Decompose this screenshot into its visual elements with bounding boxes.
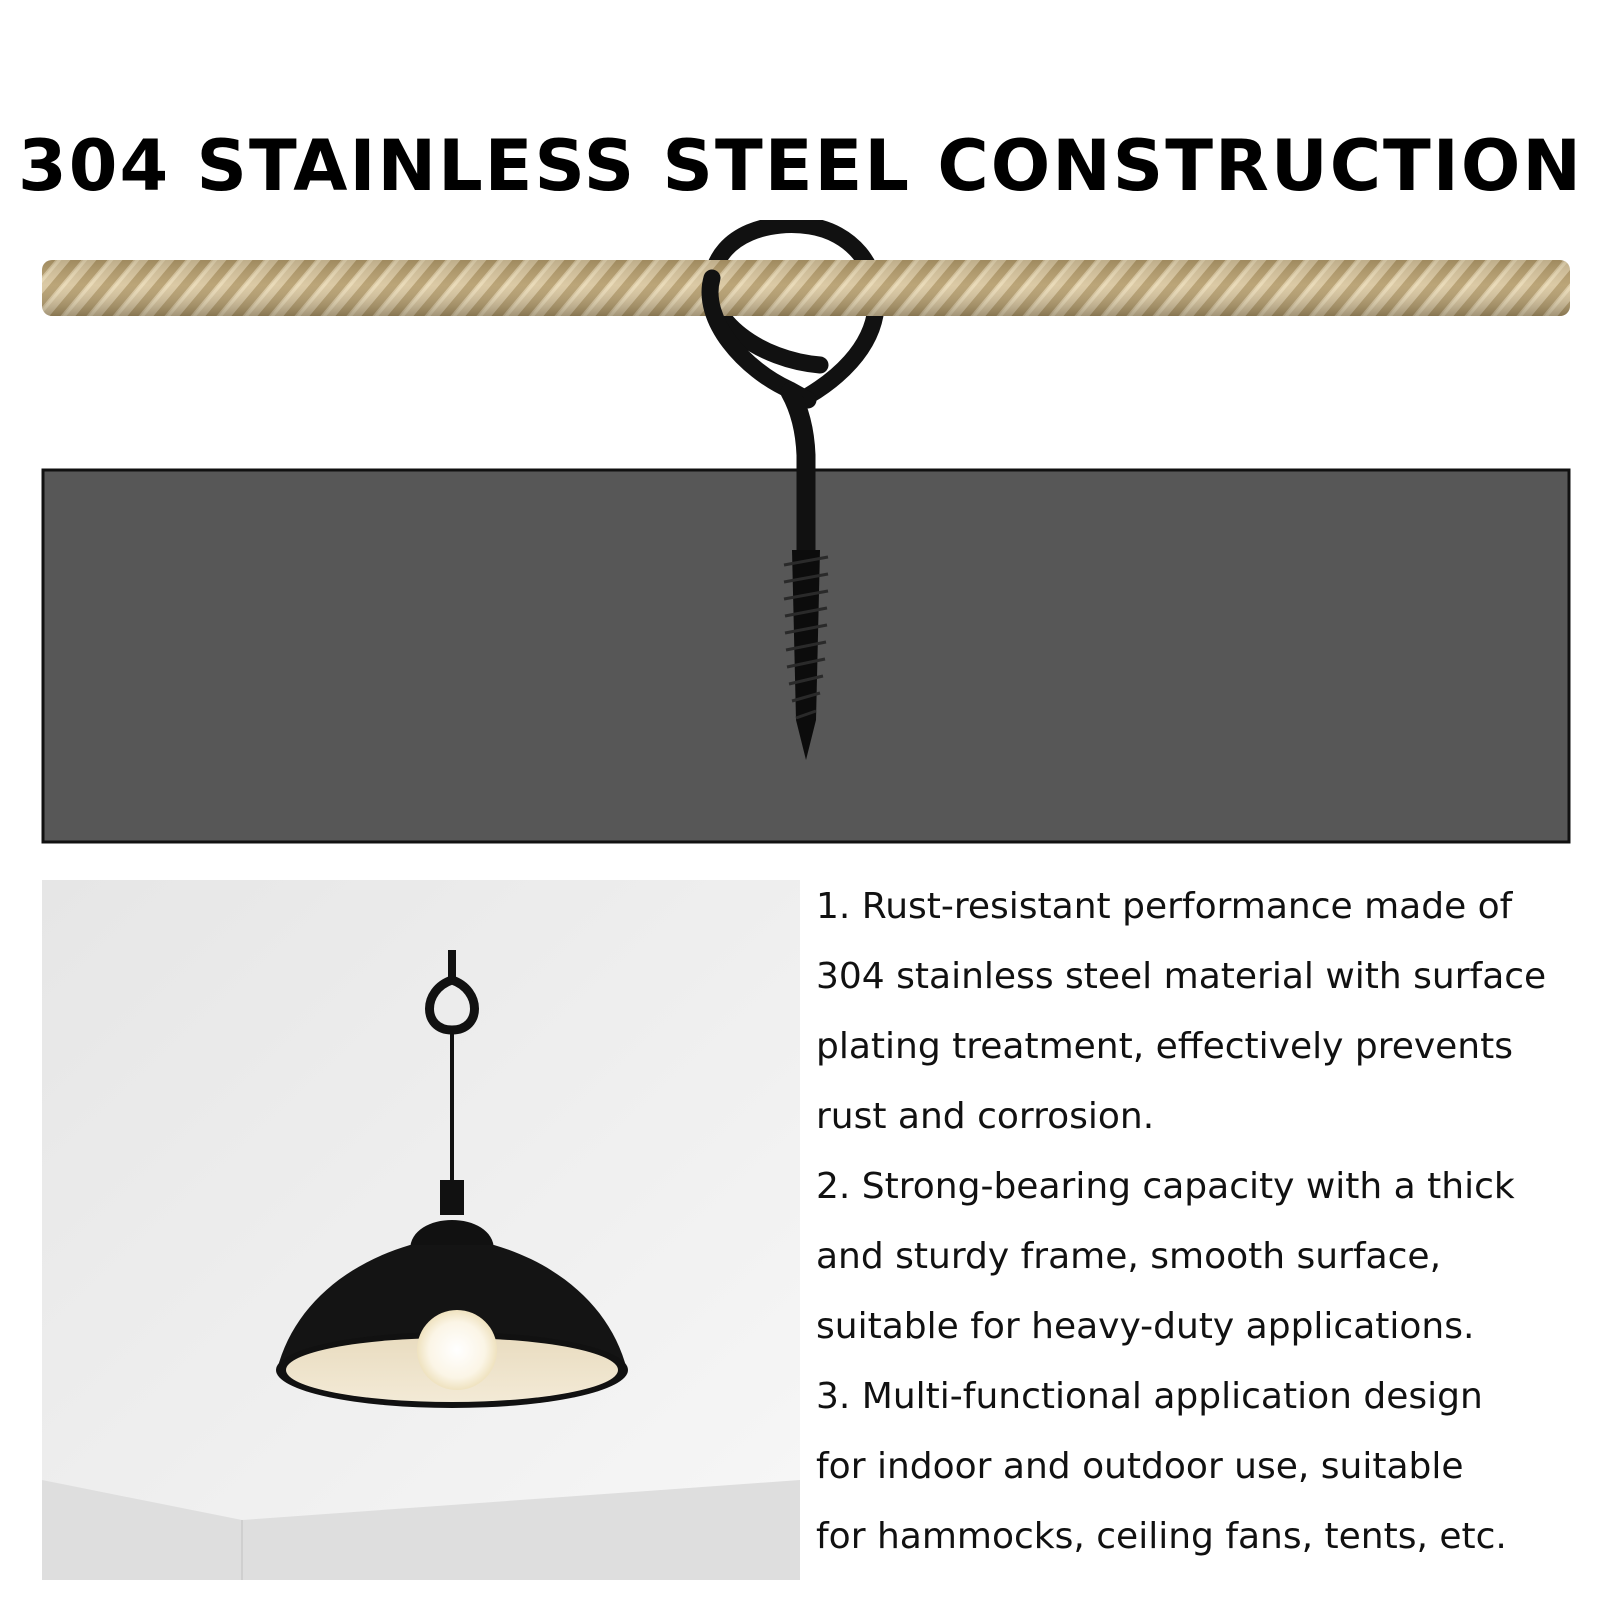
feature-2-line-2: and sturdy frame, smooth surface, [816,1236,1442,1277]
feature-1-line-1: 1. Rust-resistant performance made of [816,886,1513,927]
feature-2-line-3: suitable for heavy-duty applications. [816,1306,1475,1347]
feature-list [816,872,1591,1572]
pendant-lamp-photo [42,880,800,1580]
feature-2-line-1: 2. Strong-bearing capacity with a thick [816,1166,1515,1207]
feature-1-line-2: 304 stainless steel material with surface [816,956,1547,997]
feature-3-line-3: for hammocks, ceiling fans, tents, etc. [816,1516,1507,1557]
feature-1-line-3: plating treatment, effectively prevents [816,1026,1513,1067]
feature-1-line-4: rust and corrosion. [816,1096,1155,1137]
feature-3-line-2: for indoor and outdoor use, suitable [816,1446,1464,1487]
rope-icon [42,260,1570,316]
feature-3-line-1: 3. Multi-functional application design [816,1376,1483,1417]
page-title: 304 STAINLESS STEEL CONSTRUCTION [18,124,1583,207]
hook-rope-illustration [0,220,1601,860]
